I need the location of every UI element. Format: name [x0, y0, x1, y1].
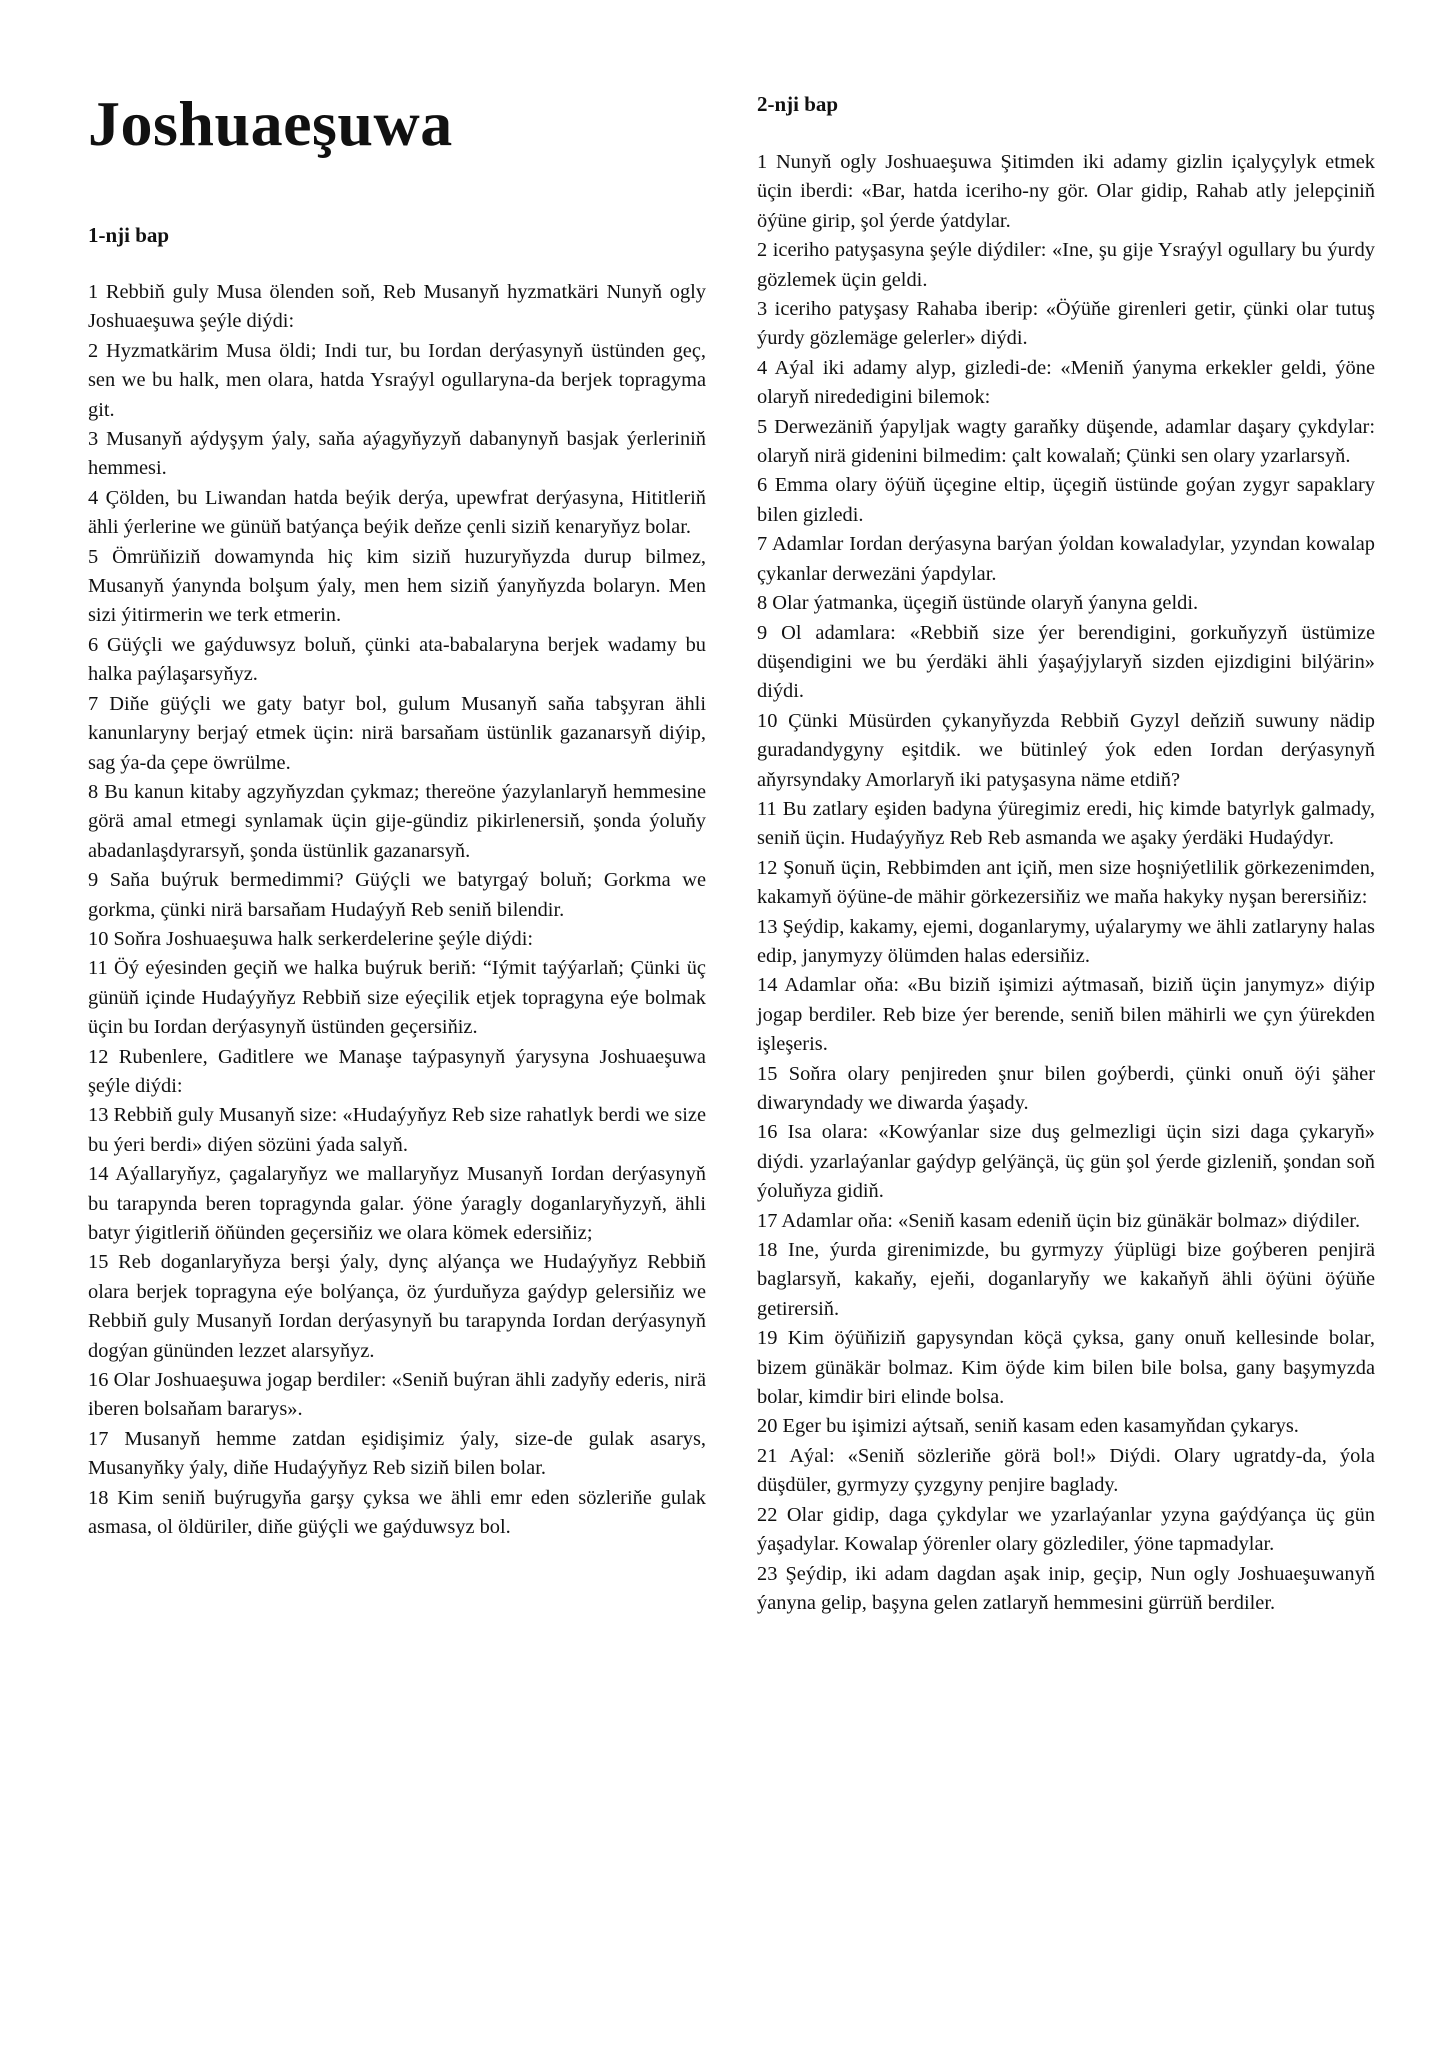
verse-1-1: 1 Rebbiň guly Musa ölenden soň, Reb Musanyň hyzmatkäri Nunyň ogly Joshuaeşuwa şeýle diýdi:: [88, 281, 706, 333]
verse-2-10: 10 Çünki Müsürden çykanyňyzda Rebbiň Gyzyl deňziň suwuny nädip guradandygyny eşitdik. we bütinleý ýok eden Iordan derýasynyň aňyrsyndaky Amorlaryň iki patyşasyna näme etdiň?: [757, 709, 1375, 791]
verse-1-7: 7 Diňe güýçli we gaty batyr bol, gulum Musanyň saňa tabşyran ähli kanunlaryny berjaý etmek üçin: nirä barsaňam üstünlik gazanarsyň diýip, sag ýa-da çepe öwrülme.: [88, 692, 706, 774]
verse-1-8: 8 Bu kanun kitaby agzyňyzdan çykmaz; thereöne ýazylanlaryň hemmesine görä amal etmegi synlamak üçin gije-gündiz pikirlenersiň, şonda ýoluňy abadanlaşdyrarsyň, şonda üstünlik gazanarsyň.: [88, 780, 706, 862]
verse-2-4: 4 Aýal iki adamy alyp, gizledi-de: «Meniň ýanyma erkekler geldi, ýöne olaryň niredediginі bilemok:: [757, 356, 1375, 409]
verse-1-13: 13 Rebbiň guly Musanyň size: «Hudaýyňyz Reb size rahatlyk berdi we size bu ýeri berdi» diýen sözüni ýada salyň.: [88, 1104, 706, 1156]
verse-1-18: 18 Kim seniň buýrugyňa garşy çyksa we ähli emr eden sözleriňe gulak asmasa, ol öldüriler, diňe güýçli we gaýduwsyz bol.: [88, 1486, 706, 1539]
verse-1-4: 4 Çölden, bu Liwandan hatda beýik derýa, upewfrat derýasyna, Hititleriň ähli ýerlerine we günüň batýança beýik deňze çenli siziň kenaryňyz bolar.: [88, 486, 706, 539]
verse-2-22: 22 Olar gidip, daga çykdylar we yzarlaýanlar yzyna gaýdýança üç gün ýaşadylar. Kowalap ýörenler olary gözlediler, ýöne tapmadylar.: [757, 1503, 1375, 1556]
verse-2-14: 14 Adamlar oňa: «Bu biziň işimizi aýtmasaň, biziň üçin janymyz» diýip jogap berdiler. Reb bize ýer berende, seniň bilen mähirli we çyn ýürekden işleşeris.: [757, 974, 1375, 1056]
chapter-1-heading: 1-nji bap: [88, 223, 170, 247]
verse-2-12: 12 Şonuň üçin, Rebbimden ant içiň, men size hoşniýetlilik görkezenimden, kakamyň öýüne-de mähir görkezersiňiz we maňa hakyky nyşan berersiňiz:: [757, 856, 1375, 909]
verse-1-17: 17 Musanyň hemme zatdan eşidişimiz ýaly, size-de gulak asarys, Musanyňky ýaly, diňe Hudaýyňyz Reb siziň bilen bolar.: [88, 1427, 706, 1480]
verse-2-2: 2 iceriho patyşasyna şeýle diýdiler: «Ine, şu gije Ysraýyl ogullary bu ýurdy gözlemek üçin geldi.: [757, 239, 1375, 291]
verse-1-11: 11 Öý eýesinden geçiň we halka buýruk beriň: “Iýmit taýýarlaň; Çünki üç günüň içinde Hudaýyňyz Rebbiň size eýeçilik etjek topragyna eýe bolmak üçin bu Iordan derýasynyň üstünden geçersiňiz.: [88, 957, 706, 1039]
verse-2-23: 23 Şeýdip, iki adam dagdan aşak inip, geçip, Nun ogly Joshuaeşuwanyň ýanyna gelip, başyna gelen zatlaryň hemmesini gürrüň berdiler.: [757, 1562, 1375, 1614]
book-title: Joshuaeşuwa: [88, 88, 453, 159]
chapter-2-heading: 2-nji bap: [757, 92, 839, 116]
verse-1-16: 16 Olar Joshuaeşuwa jogap berdiler: «Seniň buýran ähli zadyňy ederis, nirä iberen bolsaňam bararys».: [88, 1369, 706, 1421]
verse-2-7: 7 Adamlar Iordan derýasyna barýan ýoldan kowaladylar, yzyndan kowalap çykanlar derwezäni ýapdylar.: [757, 533, 1375, 585]
verse-2-20: 20 Eger bu işimizi aýtsaň, seniň kasam eden kasamyňdan çykarys.: [757, 1415, 1299, 1438]
verse-2-6: 6 Emma olary öýüň üçegine eltip, üçegiň üstünde goýan zygyr sapaklary bilen gizledi.: [757, 474, 1375, 526]
verse-2-16: 16 Isa olara: «Kowýanlar size duş gelmezligi üçin sizi daga çykaryň» diýdi. yzarlaýanlar gaýdyp gelýänçä, üç gün şol ýerde gizleniň, şondan soň ýoluňyza gidiň.: [757, 1121, 1375, 1203]
verse-1-5: 5 Ömrüňiziň dowamynda hiç kim siziň huzuryňyzda durup bilmez, Musanyň ýanynda bolşum ýaly, men hem siziň ýanyňyzda bolaryn. Men sizi ýitirmerin we terk etmerin.: [88, 545, 706, 627]
verse-1-12: 12 Rubenlere, Gaditlere we Manaşe taýpasynyň ýarysyna Joshuaeşuwa şeýle diýdi:: [88, 1045, 706, 1097]
verse-2-18: 18 Ine, ýurda girenimizde, bu gyrmyzy ýüplügi bize goýberen penjirä baglarsyň, kakaňy, ejeňi, doganlaryňy we kakaňyň ähli öýüni öýüňe getirersiň.: [757, 1239, 1375, 1320]
chapter-2-verses: [757, 148, 1375, 1618]
verse-2-15: 15 Soňra olary penjireden şnur bilen goýberdi, çünki onuň öýi şäher diwaryndady we diwarda ýaşady.: [757, 1062, 1375, 1114]
verse-2-3: 3 iceriho patyşasy Rahaba iberip: «Öýüňe girenleri getir, çünki olar tutuş ýurdy gözlemäge gelerler» diýdi.: [757, 298, 1375, 350]
verse-1-10: 10 Soňra Joshuaeşuwa halk serkerdelerine şeýle diýdi:: [88, 927, 534, 950]
verse-1-3: 3 Musanyň aýdyşym ýaly, saňa aýagyňyzyň dabanynyň basjak ýerleriniň hemmesi.: [88, 428, 706, 480]
chapter-1-verses: [88, 278, 706, 1542]
verse-2-19: 19 Kim öýüňiziň gapysyndan köçä çyksa, gany onuň kellesinde bolar, bizem günäkär bolmaz. Kim öýde kim bilen bile bolsa, gany başymyzda bolar, kimdir biri elinde bolsa.: [757, 1327, 1375, 1409]
verse-2-13: 13 Şeýdip, kakamy, ejemi, doganlarymy, uýalarymy we ähli zatlaryny halas edip, janymyzy ölümden halas edersiňiz.: [757, 915, 1375, 967]
verse-2-5: 5 Derwezäniň ýapyljak wagty garaňky düşende, adamlar daşary çykdylar: olaryň nirä gidenini bilmedim: çalt kowalaň; Çünki sen olary yzarlarsyň.: [757, 415, 1375, 468]
verse-2-9: 9 Ol adamlara: «Rebbiň size ýer berendigini, gorkuňyzyň üstümize düşendigini we bu ýerdäki ähli ýaşaýjylaryň sizden ejizdigini bilýärin» diýdi.: [757, 621, 1375, 703]
verse-1-6: 6 Güýçli we gaýduwsyz boluň, çünki ata-babalaryna berjek wadamy bu halka paýlaşarsyňyz.: [88, 633, 706, 686]
verse-2-17: 17 Adamlar oňa: «Seniň kasam edeniň üçin biz günäkär bolmaz» diýdiler.: [757, 1209, 1361, 1232]
verse-2-11: 11 Bu zatlary eşiden badyna ýüregimiz eredi, hiç kimde batyrlyk galmady, seniň üçin. Hudaýyňyz Reb Reb asmanda we aşaky ýerdäki Hudaýdyr.: [757, 797, 1375, 850]
verse-1-2: 2 Hyzmatkärim Musa öldi; Indi tur, bu Iordan derýasynyň üstünden geç, sen we bu halk, men olara, hatda Ysraýyl ogullaryna-da berjek topragyma git.: [88, 339, 706, 421]
verse-1-14: 14 Aýallaryňyz, çagalaryňyz we mallaryňyz Musanyň Iordan derýasynyň bu tarapynda beren topragynda galar. ýöne ýaragly doganlaryňyzyň, ähli batyr ýigitleriň öňünden geçersiňiz we olara kömek edersiňiz;: [88, 1163, 706, 1244]
verse-2-8: 8 Olar ýatmanka, üçegiň üstünde olaryň ýanyna geldi.: [757, 592, 1199, 615]
verse-1-9: 9 Saňa buýruk bermedimmi? Güýçli we batyrgaý boluň; Gorkma we gorkma, çünki nirä barsaňam Hudaýyň Reb seniň bilendir.: [88, 869, 706, 921]
verse-1-15: 15 Reb doganlaryňyza berşi ýaly, dynç alýança we Hudaýyňyz Rebbiň olara berjek topragyna eýe bolýança, öz ýurduňyza gaýdyp gelersiňiz we Rebbiň guly Musanyň Iordan derýasynyň bu tarapynda Iordan derýasynyň dogýan gününden lezzet alarsyňyz.: [88, 1251, 706, 1362]
verse-2-1: 1 Nunyň ogly Joshuaeşuwa Şitimden iki adamy gizlin içalyçylyk etmek üçin iberdi: «Bar, hatda iceriho-ny gör. Olar gidip, Rahab atly jelepçiniň öýüne girip, şol ýerde ýatdylar.: [757, 151, 1375, 232]
verse-2-21: 21 Aýal: «Seniň sözleriňe görä bol!» Diýdi. Olary ugratdy-da, ýola düşdüler, gyrmyzy çyzgyny penjire baglady.: [757, 1444, 1375, 1497]
